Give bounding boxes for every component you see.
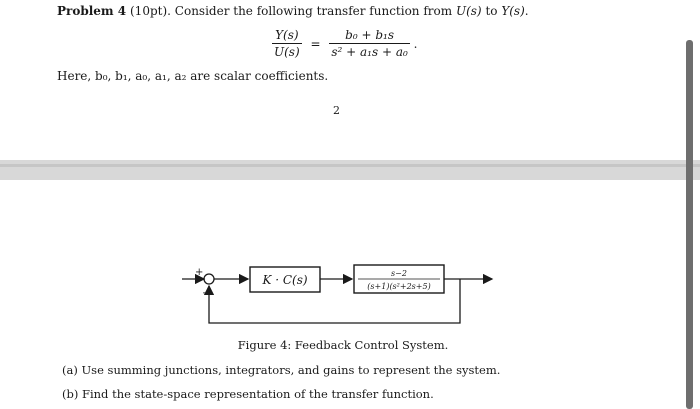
minus-sign: − <box>202 288 211 299</box>
rhs-denominator: s² + a₁s + a₀ <box>331 45 408 59</box>
lhs-fraction <box>272 28 302 59</box>
plant-denominator: (s+1)(s²+2s+5) <box>367 282 431 291</box>
problem-intro: Consider the following transfer function from <box>174 4 453 18</box>
question-part-b: (b) Find the state-space representation of the transfer function. <box>62 387 434 401</box>
page-gap <box>0 160 700 180</box>
page-number: 2 <box>333 104 340 117</box>
page-gap-line <box>0 164 700 167</box>
page-top <box>0 0 686 160</box>
input-signal: U(s) <box>455 4 482 18</box>
scrollbar-thumb[interactable] <box>686 40 693 409</box>
rhs-fraction <box>329 28 409 59</box>
problem-to: to <box>485 4 498 18</box>
equals-sign: = <box>310 36 321 51</box>
controller-label: K · C(s) <box>262 273 308 287</box>
problem-end: . <box>524 4 529 18</box>
summing-junction <box>204 274 214 284</box>
output-signal: Y(s) <box>501 4 525 18</box>
plant-numerator: s−2 <box>391 269 407 278</box>
problem-statement <box>57 4 529 18</box>
lhs-numerator: Y(s) <box>272 28 302 44</box>
lhs-denominator: U(s) <box>274 45 300 59</box>
coefficients-sentence: Here, b₀, b₁, a₀, a₁, a₂ are scalar coefficients. <box>57 69 329 83</box>
problem-points: (10pt). <box>130 4 171 18</box>
question-part-a: (a) Use summing junctions, integrators, and gains to represent the system. <box>62 363 501 377</box>
block-diagram-svg <box>180 255 500 335</box>
transfer-function-equation <box>272 28 417 59</box>
problem-number: Problem 4 <box>57 4 127 18</box>
block-diagram <box>180 255 500 339</box>
plus-sign: + <box>195 267 204 278</box>
rhs-numerator: b₀ + b₁s <box>329 28 409 44</box>
figure-caption: Figure 4: Feedback Control System. <box>237 338 449 352</box>
equation-period: . <box>413 36 418 51</box>
